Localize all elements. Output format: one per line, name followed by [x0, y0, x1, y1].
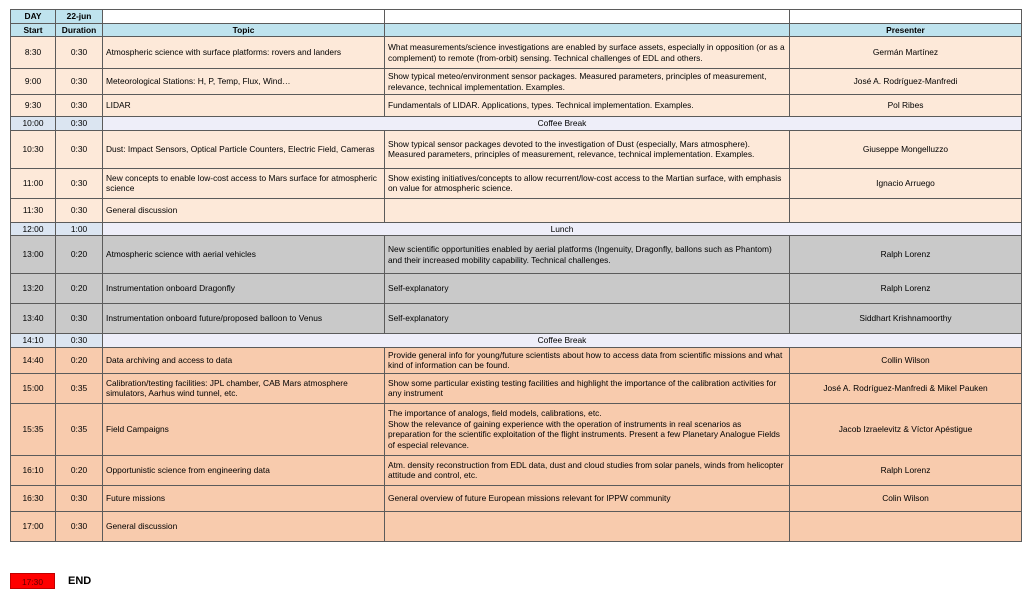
duration: 0:30	[56, 304, 103, 334]
duration: 0:30	[56, 168, 103, 198]
topic-cell: Instrumentation onboard future/proposed balloon to Venus	[103, 304, 385, 334]
presenter-cell	[790, 511, 1022, 541]
session-row	[11, 485, 1022, 511]
topic-cell: LIDAR	[103, 95, 385, 117]
duration: 0:30	[56, 485, 103, 511]
duration: 0:30	[56, 95, 103, 117]
day-label: DAY	[11, 10, 56, 24]
topic-cell: Calibration/testing facilities: JPL chamber, CAB Mars atmosphere simulators, Aarhus wind tunnel, etc.	[103, 373, 385, 403]
start-time: 10:30	[11, 130, 56, 168]
break-label: Coffee Break	[103, 117, 1022, 131]
start-time: 13:20	[11, 274, 56, 304]
topic-cell: Atmospheric science with aerial vehicles	[103, 236, 385, 274]
session-row	[11, 373, 1022, 403]
duration: 0:20	[56, 455, 103, 485]
presenter-cell: Ralph Lorenz	[790, 274, 1022, 304]
break-row	[11, 222, 1022, 236]
presenter-cell: Germán Martínez	[790, 37, 1022, 69]
start-time: 14:10	[11, 334, 56, 348]
duration: 0:20	[56, 274, 103, 304]
presenter-cell: José A. Rodríguez-Manfredi	[790, 69, 1022, 95]
start-time: 13:40	[11, 304, 56, 334]
start-time: 11:30	[11, 198, 56, 222]
topic-cell: New concepts to enable low-cost access to Mars surface for atmospheric science	[103, 168, 385, 198]
session-row	[11, 304, 1022, 334]
duration: 0:30	[56, 37, 103, 69]
duration: 0:35	[56, 403, 103, 455]
duration: 0:20	[56, 347, 103, 373]
description-cell	[385, 511, 790, 541]
description-cell: The importance of analogs, field models, calibrations, etc. Show the relevance of gaining experience with the operation of instruments in real scenarios as preparation for the scientific exploitation of the flight instruments. Present a few Planetary Analogue Fields of especial relevance.	[385, 403, 790, 455]
break-row	[11, 117, 1022, 131]
presenter-cell: Pol Ribes	[790, 95, 1022, 117]
topic-cell: Instrumentation onboard Dragonfly	[103, 274, 385, 304]
session-row	[11, 95, 1022, 117]
description-cell: General overview of future European missions relevant for IPPW community	[385, 485, 790, 511]
presenter-cell	[790, 198, 1022, 222]
topic-cell: Data archiving and access to data	[103, 347, 385, 373]
topic-cell: General discussion	[103, 511, 385, 541]
presenter-cell: Giuseppe Mongelluzzo	[790, 130, 1022, 168]
break-row	[11, 334, 1022, 348]
duration: 0:35	[56, 373, 103, 403]
start-time: 9:30	[11, 95, 56, 117]
start-time: 14:40	[11, 347, 56, 373]
day-date: 22-jun	[56, 10, 103, 24]
session-row	[11, 37, 1022, 69]
column-header-presenter: Presenter	[790, 23, 1022, 37]
duration: 0:30	[56, 198, 103, 222]
session-row	[11, 69, 1022, 95]
topic-cell: Atmospheric science with surface platforms: rovers and landers	[103, 37, 385, 69]
column-header-start: Start	[11, 23, 56, 37]
topic-cell: General discussion	[103, 198, 385, 222]
topic-cell: Dust: Impact Sensors, Optical Particle Counters, Electric Field, Cameras	[103, 130, 385, 168]
break-label: Lunch	[103, 222, 1022, 236]
description-cell: Show typical sensor packages devoted to the investigation of Dust (especially, Mars atmosphere). Measured parameters, principles of measurement, relevance, technical implementation. Examples.	[385, 130, 790, 168]
presenter-cell: José A. Rodríguez-Manfredi & Mikel Pauken	[790, 373, 1022, 403]
description-cell: Self-explanatory	[385, 304, 790, 334]
session-row	[11, 130, 1022, 168]
end-time: 17:30	[10, 573, 55, 589]
description-cell: Fundamentals of LIDAR. Applications, types. Technical implementation. Examples.	[385, 95, 790, 117]
start-time: 16:10	[11, 455, 56, 485]
description-cell: Self-explanatory	[385, 274, 790, 304]
presenter-cell: Siddhart Krishnamoorthy	[790, 304, 1022, 334]
topic-cell: Future missions	[103, 485, 385, 511]
end-label: END	[68, 575, 92, 587]
column-header-topic: Topic	[103, 23, 385, 37]
presenter-cell: Ralph Lorenz	[790, 455, 1022, 485]
start-time: 12:00	[11, 222, 56, 236]
start-time: 11:00	[11, 168, 56, 198]
session-row	[11, 403, 1022, 455]
description-cell: Show some particular existing testing facilities and highlight the importance of the calibration activities for any instrument	[385, 373, 790, 403]
break-label: Coffee Break	[103, 334, 1022, 348]
presenter-cell: Colin Wilson	[790, 485, 1022, 511]
topic-cell: Field Campaigns	[103, 403, 385, 455]
start-time: 15:35	[11, 403, 56, 455]
duration: 0:30	[56, 117, 103, 131]
topic-cell: Meteorological Stations: H, P, Temp, Flux, Wind…	[103, 69, 385, 95]
duration: 0:20	[56, 236, 103, 274]
description-cell: New scientific opportunities enabled by aerial platforms (Ingenuity, Dragonfly, ballons such as Phantom) and their increased mobility capability. Technical challenges.	[385, 236, 790, 274]
duration: 0:30	[56, 130, 103, 168]
start-time: 9:00	[11, 69, 56, 95]
start-time: 13:00	[11, 236, 56, 274]
schedule-table	[10, 9, 1022, 542]
session-row	[11, 511, 1022, 541]
description-cell: Show typical meteo/environment sensor packages. Measured parameters, principles of measurement, relevance, technical implementation. Examples.	[385, 69, 790, 95]
presenter-cell: Ralph Lorenz	[790, 236, 1022, 274]
duration: 1:00	[56, 222, 103, 236]
topic-cell: Opportunistic science from engineering data	[103, 455, 385, 485]
duration: 0:30	[56, 334, 103, 348]
column-header-duration: Duration	[56, 23, 103, 37]
start-time: 8:30	[11, 37, 56, 69]
start-time: 16:30	[11, 485, 56, 511]
description-cell	[385, 198, 790, 222]
session-row	[11, 455, 1022, 485]
presenter-cell: Collin Wilson	[790, 347, 1022, 373]
description-cell: What measurements/science investigations are enabled by surface assets, especially in opposition (or as a complement) to remote (from-orbit) sensing. Technical challenges of EDL and others.	[385, 37, 790, 69]
session-row	[11, 236, 1022, 274]
duration: 0:30	[56, 511, 103, 541]
description-cell: Atm. density reconstruction from EDL data, dust and cloud studies from solar panels, winds from helicopter attitude and control, etc.	[385, 455, 790, 485]
start-time: 10:00	[11, 117, 56, 131]
presenter-cell: Ignacio Arruego	[790, 168, 1022, 198]
description-cell: Provide general info for young/future scientists about how to access data from scientific missions and what kind of information can be found.	[385, 347, 790, 373]
start-time: 15:00	[11, 373, 56, 403]
session-row	[11, 274, 1022, 304]
session-row	[11, 168, 1022, 198]
presenter-cell: Jacob Izraelevitz & Víctor Apéstigue	[790, 403, 1022, 455]
description-cell: Show existing initiatives/concepts to allow recurrent/low-cost access to the Martian surface, with emphasis on value for atmospheric science.	[385, 168, 790, 198]
session-row	[11, 198, 1022, 222]
session-row	[11, 347, 1022, 373]
duration: 0:30	[56, 69, 103, 95]
start-time: 17:00	[11, 511, 56, 541]
